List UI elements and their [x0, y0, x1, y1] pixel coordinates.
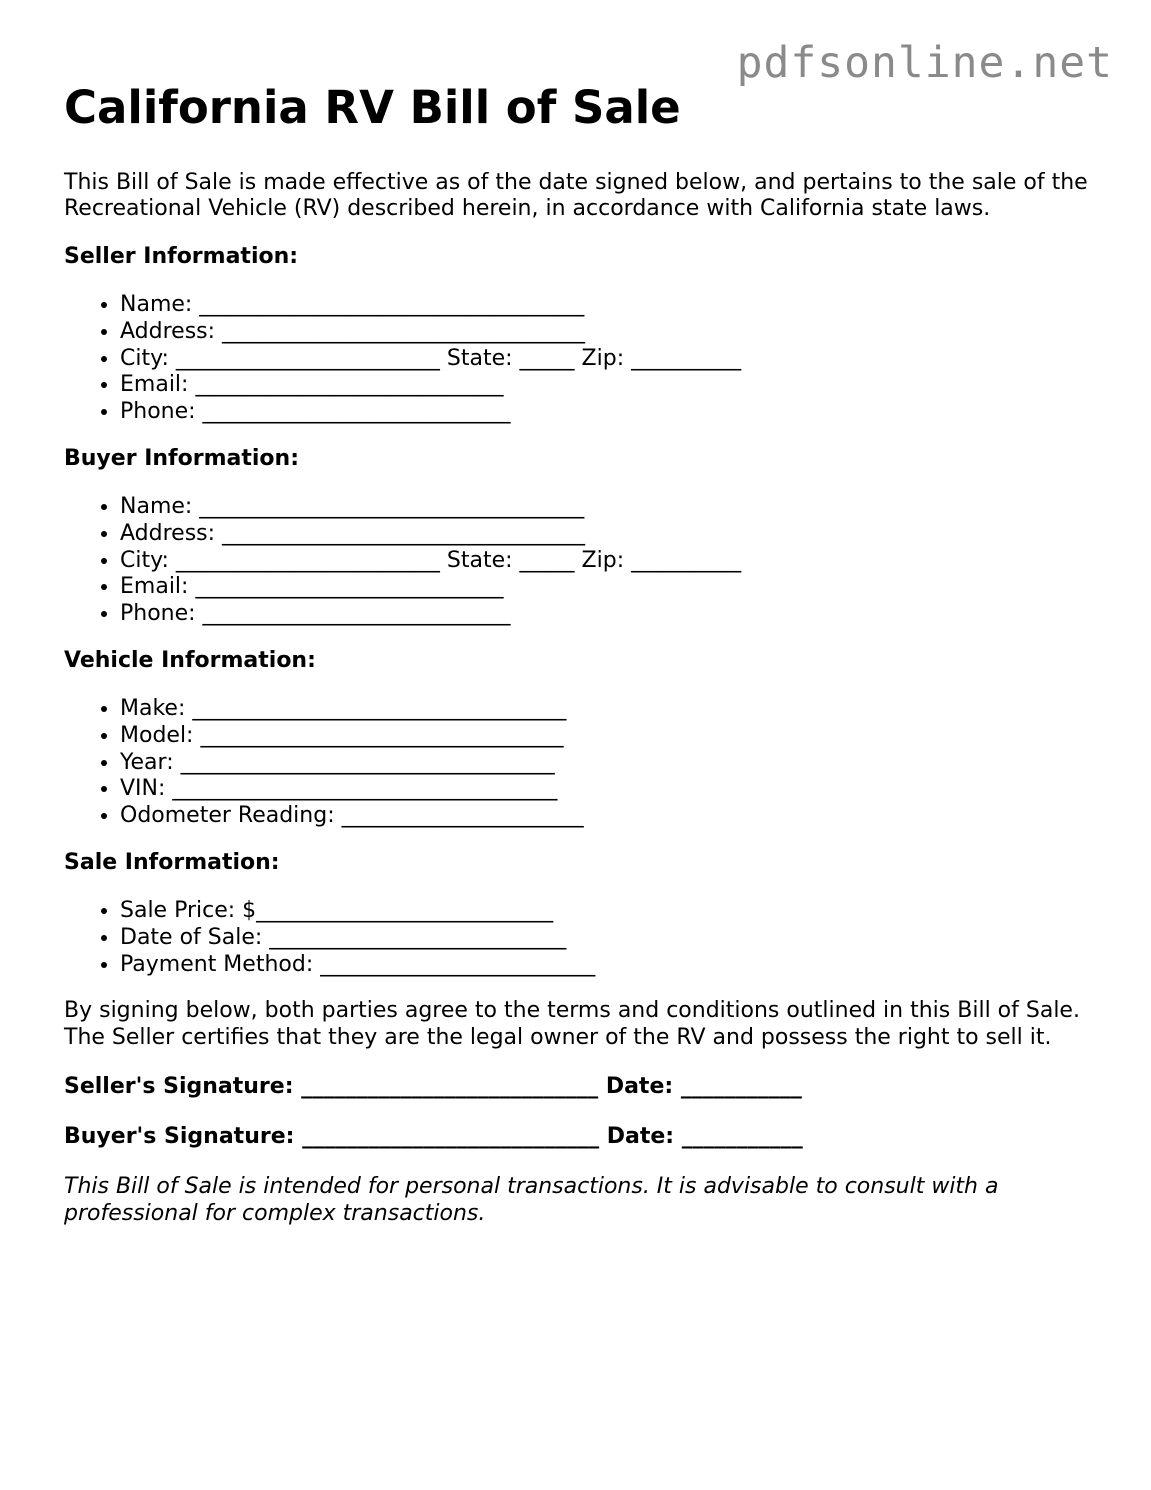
sale-list	[64, 898, 1094, 978]
buyer-address-field[interactable]: • Address: _________________________________	[120, 521, 1094, 548]
certification-paragraph: By signing below, both parties agree to the terms and conditions outlined in this Bill of Sale. The Seller certifies that they are the legal owner of the RV and possess the right to sell it.	[64, 998, 1080, 1051]
buyer-email-field[interactable]: • Email: ____________________________	[120, 574, 1094, 601]
buyer-phone-field[interactable]: • Phone: ____________________________	[120, 601, 1094, 628]
document-page	[64, 80, 1094, 1228]
seller-city-state-zip-field[interactable]: • City: ________________________ State: _____ Zip: __________	[120, 346, 1094, 373]
disclaimer-note: This Bill of Sale is intended for personal transactions. It is advisable to consult with a professional for complex transactions.	[64, 1173, 999, 1226]
payment-method-field[interactable]: • Payment Method: _________________________	[120, 952, 1094, 979]
buyer-heading: Buyer Information:	[64, 445, 299, 471]
vehicle-model-field[interactable]: • Model: _________________________________	[120, 723, 1094, 750]
vehicle-list	[64, 696, 1094, 830]
buyer-list	[64, 494, 1094, 628]
seller-email-field[interactable]: • Email: ____________________________	[120, 372, 1094, 399]
vehicle-year-field[interactable]: • Year: __________________________________	[120, 750, 1094, 777]
buyer-city-state-zip-field[interactable]: • City: ________________________ State: _____ Zip: __________	[120, 548, 1094, 575]
sale-heading: Sale Information:	[64, 849, 280, 875]
vehicle-make-field[interactable]: • Make: __________________________________	[120, 696, 1094, 723]
seller-list	[64, 292, 1094, 426]
vehicle-odometer-field[interactable]: • Odometer Reading: ______________________	[120, 803, 1094, 830]
seller-phone-field[interactable]: • Phone: ____________________________	[120, 399, 1094, 426]
sale-date-field[interactable]: • Date of Sale: ___________________________	[120, 925, 1094, 952]
intro-paragraph: This Bill of Sale is made effective as of the date signed below, and pertains to the sale of the Recreational Vehicle (RV) described herein, in accordance with California state laws.	[64, 170, 1088, 221]
seller-heading: Seller Information:	[64, 244, 299, 269]
seller-name-field[interactable]: • Name: ___________________________________	[120, 292, 1094, 319]
buyer-name-field[interactable]: • Name: ___________________________________	[120, 494, 1094, 521]
sale-price-field[interactable]: • Sale Price: $___________________________	[120, 898, 1094, 925]
buyer-signature-line[interactable]: Buyer's Signature: ___________________________ Date: ___________	[64, 1123, 803, 1149]
seller-signature-line[interactable]: Seller's Signature: ___________________________ Date: ___________	[64, 1073, 802, 1099]
vehicle-heading: Vehicle Information:	[64, 647, 316, 673]
seller-address-field[interactable]: • Address: _________________________________	[120, 319, 1094, 346]
watermark: pdfsonline.net	[736, 38, 1113, 88]
document-title: California RV Bill of Sale	[64, 81, 681, 134]
vehicle-vin-field[interactable]: • VIN: ___________________________________	[120, 776, 1094, 803]
